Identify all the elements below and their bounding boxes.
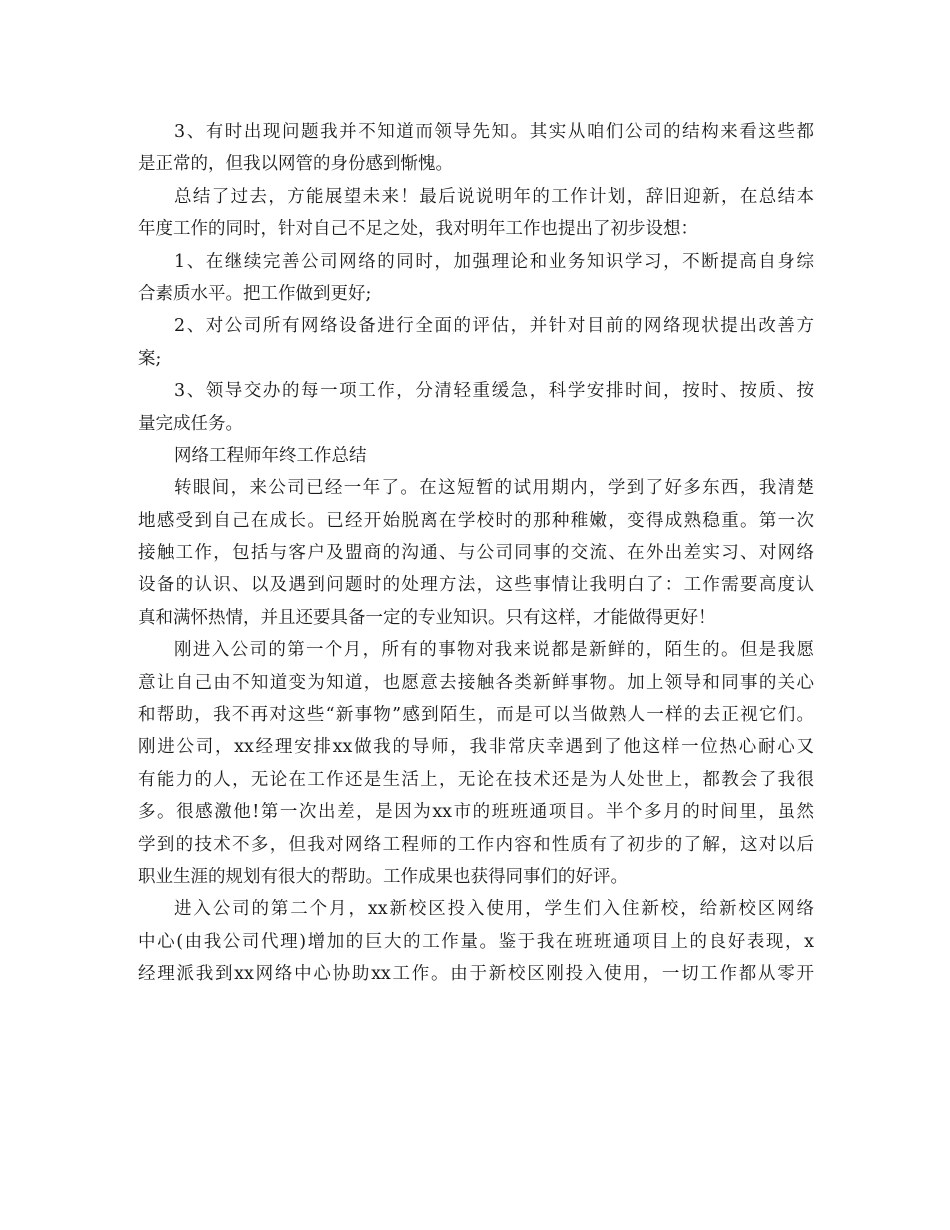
text-line: 是正常的，但我以网管的身份感到惭愧。 [138,154,453,175]
text-line: 刚进入公司的第一个月，所有的事物对我来说都是新鲜的，陌生的。但是我愿 [174,640,814,661]
text-line: 2、对公司所有网络设备进行全面的评估，并针对目前的网络现状提出改善方 [174,316,814,337]
text-line: 网络工程师年终工作总结 [174,445,367,466]
text-line: 经理派我到xx网络中心协助xx工作。由于新校区刚投入使用，一切工作都从零开 [138,964,814,985]
text-line: 和帮助，我不再对这些“新事物”感到陌生，而是可以当做熟人一样的去正视它们。 [138,705,814,726]
text-line: 案; [138,348,162,369]
text-line: 地感受到自己在成长。已经开始脱离在学校时的那种稚嫩，变得成熟稳重。第一次 [138,510,814,531]
text-line: 意让自己由不知道变为知道，也愿意去接触各类新鲜事物。加上领导和同事的关心 [138,672,814,693]
text-line: 转眼间，来公司已经一年了。在这短暂的试用期内，学到了好多东西，我清楚 [174,478,814,499]
text-line: 职业生涯的规划有很大的帮助。工作成果也获得同事们的好评。 [138,866,628,887]
text-line: 接触工作，包括与客户及盟商的沟通、与公司同事的交流、在外出差实习、对网络 [138,543,814,564]
text-line: 年度工作的同时，针对自己不足之处，我对明年工作也提出了初步设想： [138,219,698,240]
text-line: 有能力的人，无论在工作还是生活上，无论在技术还是为人处世上，都教会了我很 [138,769,814,790]
text-line: 学到的技术不多，但我对网络工程师的工作内容和性质有了初步的了解，这对以后 [138,834,814,855]
text-line: 3、有时出现问题我并不知道而领导先知。其实从咱们公司的结构来看这些都 [174,122,814,142]
text-line: 刚进公司，xx经理安排xx做我的导师，我非常庆幸遇到了他这样一位热心耐心又 [138,737,814,758]
text-line: 设备的认识、以及遇到问题时的处理方法，这些事情让我明白了：工作需要高度认 [138,575,814,596]
text-line: 中心(由我公司代理)增加的巨大的工作量。鉴于我在班班通项目上的良好表现，x [138,931,814,952]
text-line: 1、在继续完善公司网络的同时，加强理论和业务知识学习，不断提高自身综 [174,251,814,272]
text-line: 合素质水平。把工作做到更好; [138,283,372,304]
text-line: 真和满怀热情，并且还要具备一定的专业知识。只有这样，才能做得更好！ [138,607,716,628]
text-line: 进入公司的第二个月，xx新校区投入使用，学生们入住新校，给新校区网络 [174,899,814,920]
text-line: 量完成任务。 [138,413,243,434]
text-line: 3、领导交办的每一项工作，分清轻重缓急，科学安排时间，按时、按质、按 [174,381,814,402]
document-body [138,116,814,991]
text-line: 总结了过去，方能展望未来！最后说说明年的工作计划，辞旧迎新，在总结本 [174,186,814,207]
text-line: 多。很感激他!第一次出差，是因为xx市的班班通项目。半个多月的时间里，虽然 [138,802,814,823]
